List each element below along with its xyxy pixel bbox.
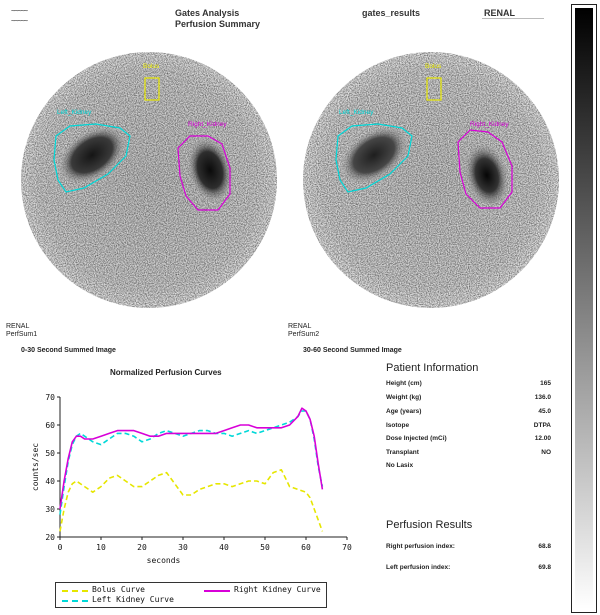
x-tick-label: 0	[57, 543, 63, 552]
header-logo-mark-1: ~~~~~	[11, 7, 28, 15]
bolus-roi-label: Bolus	[143, 63, 160, 70]
patient-info-label: No Lasix	[386, 462, 414, 469]
x-axis-title: seconds	[146, 556, 181, 565]
y-tick-label: 30	[45, 505, 55, 514]
chart-title: Normalized Perfusion Curves	[110, 368, 222, 377]
patient-info-row	[386, 422, 551, 432]
patient-info-label: Transplant	[386, 449, 419, 456]
patient-info-row	[386, 449, 551, 459]
perfusion-result-label: Left perfusion index:	[386, 564, 451, 571]
patient-info-label: Age (years)	[386, 408, 422, 415]
patient-info-title: Patient Information	[386, 362, 479, 374]
image-noise	[21, 52, 277, 308]
patient-info-value: 45.0	[538, 408, 551, 415]
y-tick-label: 50	[45, 449, 55, 458]
patient-info-row	[386, 380, 551, 390]
scan-1-series-line2: PerfSum1	[6, 331, 38, 338]
patient-info-label: Dose Injected (mCi)	[386, 435, 447, 442]
legend-swatch-bolus	[62, 590, 88, 592]
perfusion-result-value: 69.8	[538, 564, 551, 571]
perfusion-results-title: Perfusion Results	[386, 519, 473, 531]
patient-info-row	[386, 394, 551, 404]
patient-info-value: DTPA	[533, 422, 551, 429]
patient-info-value: 136.0	[534, 394, 551, 401]
x-tick-label: 70	[342, 543, 352, 552]
report-title-line1: Gates Analysis	[175, 8, 240, 18]
legend-swatch-left-kidney	[62, 600, 88, 602]
study-name: RENAL	[484, 8, 515, 18]
legend-label-left-kidney: Left Kidney Curve	[92, 595, 174, 604]
x-tick-label: 10	[96, 543, 106, 552]
right-kidney-curve	[60, 408, 322, 509]
right-kidney-roi-label: Right_Kidney	[188, 121, 227, 128]
patient-info-value: NO	[541, 449, 551, 456]
patient-info-value: 12.00	[534, 435, 551, 442]
perfusion-result-value: 68.8	[538, 543, 551, 550]
left-kidney-roi-label: Left_Kidney	[339, 109, 374, 116]
y-tick-label: 60	[45, 421, 55, 430]
x-tick-label: 50	[260, 543, 270, 552]
y-axis-title: counts/sec	[31, 442, 40, 492]
legend-swatch-right-kidney	[204, 590, 230, 592]
image-noise	[303, 52, 559, 308]
chart-legend	[55, 582, 327, 608]
left-kidney-roi-label: Left_Kidney	[57, 109, 92, 116]
scan-2-series	[288, 323, 319, 339]
report-title-line2: Perfusion Summary	[175, 19, 261, 29]
scan-1-series-line1: RENAL	[6, 323, 30, 330]
right-kidney-roi-label: Right_Kidney	[470, 121, 509, 128]
scan-2-series-line2: PerfSum2	[288, 331, 320, 338]
y-tick-label: 70	[45, 393, 55, 402]
summed-image-30-60[interactable]	[294, 30, 570, 320]
x-tick-label: 60	[301, 543, 311, 552]
bolus-curve	[60, 470, 322, 532]
x-tick-label: 30	[178, 543, 188, 552]
patient-info-label: Height (cm)	[386, 380, 422, 387]
y-tick-label: 20	[45, 533, 55, 542]
grayscale-colorbar	[571, 4, 597, 613]
header-divider	[482, 18, 544, 19]
bolus-roi-label: Bolus	[425, 63, 442, 70]
header-logo-mark-2: ~~~~~	[11, 17, 28, 25]
report-title	[175, 8, 260, 30]
legend-label-right-kidney: Right Kidney Curve	[234, 585, 321, 594]
perfusion-result-label: Right perfusion index:	[386, 543, 455, 550]
perfusion-result-row	[386, 543, 551, 553]
patient-info-row	[386, 462, 551, 472]
summed-image-0-30[interactable]	[12, 30, 288, 320]
grayscale-gradient	[575, 8, 593, 609]
scan-2-series-line1: RENAL	[288, 323, 312, 330]
legend-label-bolus: Bolus Curve	[92, 585, 145, 594]
results-file-name: gates_results	[362, 8, 421, 18]
patient-info-row	[386, 435, 551, 445]
perfusion-curves-chart	[0, 380, 370, 580]
scan-1-series	[6, 323, 37, 339]
patient-info-label: Weight (kg)	[386, 394, 422, 401]
y-tick-label: 40	[45, 477, 55, 486]
patient-info-row	[386, 408, 551, 418]
scan-2-caption: 30-60 Second Summed Image	[303, 347, 402, 354]
x-tick-label: 20	[137, 543, 147, 552]
perfusion-result-row	[386, 564, 551, 574]
patient-info-value: 165	[540, 380, 551, 387]
scan-1-caption: 0-30 Second Summed Image	[21, 347, 116, 354]
x-tick-label: 40	[219, 543, 229, 552]
patient-info-label: Isotope	[386, 422, 410, 429]
